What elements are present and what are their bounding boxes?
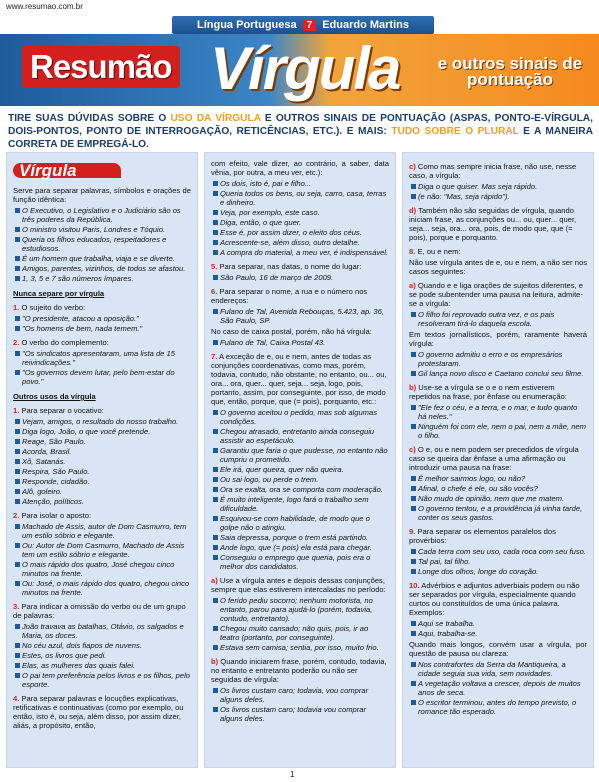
example-item: Saia depressa, porque o trem está partindo. [211, 533, 389, 542]
example-item: Responde, cidadão. [13, 477, 191, 486]
example-item: O mais rápido dos quatro, José chegou cinco minutos na frente. [13, 560, 191, 578]
example-list [211, 273, 389, 282]
example-list [211, 338, 389, 347]
example-item: Machado de Assis, autor de Dom Casmurro, tem um estilo sóbrio e elegante. [13, 522, 191, 540]
example-item: Esquivou-se com habilidade, de modo que o golpe não o atingiu. [211, 514, 389, 532]
example-item: Fulano de Tal, Avenida Rebouças, 5.423, ap. 36, São Paulo, SP. [211, 307, 389, 325]
page-title: Vírgula [210, 35, 400, 102]
example-item: Esse é, por assim dizer, o eleito dos céus. [211, 228, 389, 237]
example-item: Chegou muito cansado; não quis, pois, ir ao teatro (portanto, por conseguinte). [211, 624, 389, 642]
list-item: 6. Para separar o nome, a rua e o número nos endereços: [211, 287, 368, 305]
example-item: Diga logo, João, o que você pretende. [13, 427, 191, 436]
example-item: (e não: "Mas, seja rápido"). [409, 192, 587, 201]
example-item: Nos contrafortes da Serra da Mantiqueira, a cidade seguia sua vida, sem novidades. [409, 660, 587, 678]
list-item: 9. Para separar os elementos paralelos dos provérbios: [409, 527, 556, 545]
subheading: Nunca separe por vírgula [13, 289, 105, 298]
example-item: "Os governos devem lutar, pelo bem-estar do povo." [13, 368, 191, 386]
example-item: São Paulo, 16 de março de 2009. [211, 273, 389, 282]
list-item: a) Quando e e liga orações de sujeitos diferentes, e se pode subentender uma pausa na leitura, admite-se a vírgula: [409, 281, 583, 308]
example-item: É muito inteligente, logo fará o trabalho sem dificuldade. [211, 495, 389, 513]
example-item: Não mudo de opinião, nem que me matem. [409, 494, 587, 503]
column-3 [402, 152, 594, 768]
example-list [409, 350, 587, 378]
example-list [13, 622, 191, 689]
example-item: "O presidente, atacou a oposição." [13, 314, 191, 323]
example-item: Garantiu que faria o que pudesse, no entanto não cumpriu o prometido. [211, 446, 389, 464]
example-item: João travava as batalhas, Otávio, os salgados e Maria, os doces. [13, 622, 191, 640]
example-list [409, 403, 587, 440]
example-item: O filho foi reprovado outra vez, e os pais resolveram tirá-lo daquela escola. [409, 310, 587, 328]
example-list [409, 547, 587, 576]
example-item: O governo aceitou o pedido, mas sob algumas condições. [211, 408, 389, 426]
example-item: Aqui, trabalha-se. [409, 629, 587, 638]
example-item: Tal pai, tal filho. [409, 557, 587, 566]
example-list [409, 474, 587, 522]
example-item: Queria os filhos educados, respeitadores e estudiosos. [13, 235, 191, 253]
page-number: 1 [290, 770, 295, 779]
example-item: Respira, São Paulo. [13, 467, 191, 476]
page-subtitle: e outros sinais de pontuação [437, 54, 583, 89]
example-item: Ora se exalta, ora se comporta com moderação. [211, 485, 389, 494]
paragraph: Não use vírgula antes de e, ou e nem, a não ser nos casos seguintes: [409, 258, 587, 276]
example-item: Ou: Autor de Dom Casmurro, Machado de Assis tem um estilo sóbrio e elegante. [13, 541, 191, 559]
example-item: Acorda, Brasil. [13, 447, 191, 456]
paragraph: com efeito, vale dizer, ao contrário, a saber, data vênia, por outra, a meu ver, etc.): [211, 159, 389, 177]
example-item: Diga o que quiser. Mas seja rápido. [409, 182, 587, 191]
example-list [409, 660, 587, 716]
column-1 [6, 152, 198, 768]
example-item: Estes, os livros que pedi. [13, 651, 191, 660]
example-item: Reage, São Paulo. [13, 437, 191, 446]
list-item: 5. Para separar, nas datas, o nome do lugar: [211, 262, 362, 271]
example-item: "Os homens de bem, nada temem." [13, 324, 191, 333]
example-item: Alô, goleiro. [13, 487, 191, 496]
subheading: Outros usos da vírgula [13, 392, 96, 401]
example-item: "Ele fez o céu, e a terra, e o mar, e tudo quanto há neles." [409, 403, 587, 421]
subject-label: Língua Portuguesa [197, 19, 297, 31]
list-item: 3. Para indicar a omissão do verbo ou de um grupo de palavras: [13, 602, 186, 620]
example-item: Acrescente-se, além disso, outro detalhe. [211, 238, 389, 247]
column-2 [204, 152, 396, 768]
example-list [13, 522, 191, 597]
list-item: 8. E, ou e nem: [409, 247, 461, 256]
list-item: 4. Para separar palavras e locuções explicativas, retificativas e continuativas (como por exemplo, ou então, isto é, ou seja, além disso, por assim dizer, aliás, a propósito, então, [13, 694, 184, 730]
list-item: d) Também não são seguidas de vírgula, quando iniciam frase, as conjunções ou... ou, quer... quer, seja... seja, ora... ora, pois, de modo que, que (= pois), porque e porquanto. [409, 206, 577, 242]
example-item: Aqui se trabalha. [409, 619, 587, 628]
example-item: É um homem que trabalha, viaja e se diverte. [13, 254, 191, 263]
list-item: 7. A exceção de e, ou e nem, antes de todas as conjunções coordenativas, como mas, porém, todavia, contudo, não obstante, no entanto, ou... ou, ora... ora, quer... quer, seja... seja, logo, pois, portanto, assim, por conseguinte, por isso, de modo que, então, porque, que (= pois), porquanto, etc.: [211, 352, 387, 406]
example-list [211, 686, 389, 723]
example-item: O ferido pediu socorro; nenhum motorista, no entanto, parou para ajudá-lo (porém, todavia, contudo, entretanto). [211, 596, 389, 623]
example-item: Diga, então, o que quer. [211, 218, 389, 227]
list-item: b) Quando iniciarem frase, porém, contudo, todavia, no entanto e entretanto poderão ou não ser seguidas de vírgula: [211, 657, 387, 684]
example-item: Afinal, o chefe é ele, ou são vocês? [409, 484, 587, 493]
example-item: Elas, as mulheres das quais falei. [13, 661, 191, 670]
example-item: Vejam, amigos, o resultado do nosso trabalho. [13, 417, 191, 426]
example-item: Os livros custam caro; todavia, vou comprar alguns deles. [211, 686, 389, 704]
list-item: b) Use-se a vírgula se o e o nem estiverem repetidos na frase, por ênfase ou enumeração: [409, 383, 567, 401]
example-item: Ele irá, quer queira, quer não queira. [211, 465, 389, 474]
example-list [409, 182, 587, 201]
example-item: É melhor sairmos logo, ou não? [409, 474, 587, 483]
example-item: Veja, por exemplo, este caso. [211, 208, 389, 217]
example-item: Fulano de Tal, Caixa Postal 43. [211, 338, 389, 347]
author-label: Eduardo Martins [322, 19, 409, 31]
example-item: Chegou atrasado, entretanto ainda conseguiu assistir ao espetáculo. [211, 427, 389, 445]
example-list [211, 307, 389, 325]
list-item: 1. Para separar o vocativo: [13, 406, 104, 415]
example-item: O Executivo, o Legislativo e o Judiciário são os três poderes da República. [13, 206, 191, 224]
content-columns [6, 152, 594, 768]
example-item: O pai tem preferência pelos livros e os filhos, pelo esporte. [13, 671, 191, 689]
example-list [211, 408, 389, 571]
example-item: A compra do material, a meu ver, é indispensável. [211, 248, 389, 257]
top-bar [172, 16, 434, 34]
example-list [211, 179, 389, 257]
example-list [409, 310, 587, 328]
example-item: Os dois, isto é, pai e filho... [211, 179, 389, 188]
example-item: Gil lança novo disco e Caetano conclui seu filme. [409, 369, 587, 378]
intro-text: TIRE SUAS DÚVIDAS SOBRE O USO DA VÍRGULA E OUTROS SINAIS DE PONTUAÇÃO (ASPAS, PONTO-E-VÍRGULA, DOIS-PONTOS, PONTO DE INTERROGAÇÃO, RETICÊNCIAS, ETC.). E MAIS: TUDO SOBRE O PLURAL E A MANEIRA CORRETA DE EMPREGÁ-LO. [8, 113, 593, 150]
example-list [13, 206, 191, 283]
volume-number: 7 [303, 20, 317, 31]
example-item: O escritor terminou, antes do tempo previsto, o romance tão esperado. [409, 698, 587, 716]
example-item: Amigos, parentes, vizinhos, de todos se afastou. [13, 264, 191, 273]
brand-logo: Resumão [22, 46, 180, 88]
example-list [13, 417, 191, 506]
list-item: 2. Para isolar o aposto: [13, 511, 92, 520]
example-item: Ninguém foi com ele, nem o pai, nem a mãe, nem o filho. [409, 422, 587, 440]
example-item: O governo admitiu o erro e os empresários protestaram. [409, 350, 587, 368]
example-list [211, 596, 389, 652]
example-item: Estava sem camisa; sentia, por isso, muito frio. [211, 643, 389, 652]
list-item: c) Como mas sempre inicia frase, não use, nesse caso, a vírgula: [409, 162, 577, 180]
paragraph: Quando mais longos, convém usar a vírgula, por questão de pausa ou clareza: [409, 640, 587, 658]
example-item: Ou sai logo, ou perde o trem. [211, 475, 389, 484]
example-item: Conseguiu o emprego que queria, pois era o melhor dos candidatos. [211, 553, 389, 571]
list-item: 1. O sujeito do verbo: [13, 303, 86, 312]
example-list [13, 314, 191, 333]
example-item: Ande logo, que (= pois) ela está para chegar. [211, 543, 389, 552]
example-item: "Os sindicatos apresentaram, uma lista de 15 reivindicações." [13, 349, 191, 367]
list-item: 2. O verbo do complemento: [13, 338, 109, 347]
site-url[interactable]: www.resumao.com.br [6, 2, 83, 11]
example-item: 1, 3, 5 e 7 são números ímpares. [13, 274, 191, 283]
example-item: Xô, Satanás. [13, 457, 191, 466]
list-item: a) Use a vírgula antes e depois dessas conjunções, sempre que elas estiverem intercaladas no período: [211, 576, 386, 594]
example-item: A vegetação voltava a crescer, depois de muitos anos de seca. [409, 679, 587, 697]
example-item: O ministro visitou Paris, Londres e Tóquio. [13, 225, 191, 234]
paragraph: Em textos jornalísticos, porém, raramente haverá vírgula: [409, 330, 587, 348]
paragraph: Serve para separar palavras, símbolos e orações de função idêntica: [13, 186, 191, 204]
example-item: Os livros custam caro; todavia vou comprar alguns deles. [211, 705, 389, 723]
example-item: O governo tentou, e a providência já vinha tarde, conter os seus gastos. [409, 504, 587, 522]
example-item: Atenção, políticos. [13, 497, 191, 506]
example-item: Ou: José, o mais rápido dos quatro, chegou cinco minutos na frente. [13, 579, 191, 597]
example-item: Queria todos os bens, ou seja, carro, casa, terras e dinheiro. [211, 189, 389, 207]
example-item: Longe dos olhos, longe do coração. [409, 567, 587, 576]
example-list [409, 619, 587, 638]
list-item: 10. Advérbios e adjuntos adverbiais podem ou não ser separados por vírgula, especialmente quando curtos ou constituídos de uma única palavra. Exemplos: [409, 581, 580, 617]
example-item: Cada terra com seu uso, cada roca com seu fuso. [409, 547, 587, 556]
list-item: c) O e, ou e nem podem ser precedidos de vírgula caso se queira dar ênfase a uma afirmação ou introduzir uma pausa na frase: [409, 445, 579, 472]
example-list [13, 349, 191, 386]
example-item: No céu azul, dois fiapos de nuvens. [13, 641, 191, 650]
section-heading: Vírgula [13, 163, 121, 178]
paragraph: No caso de caixa postal, porém, não há vírgula: [211, 327, 372, 336]
